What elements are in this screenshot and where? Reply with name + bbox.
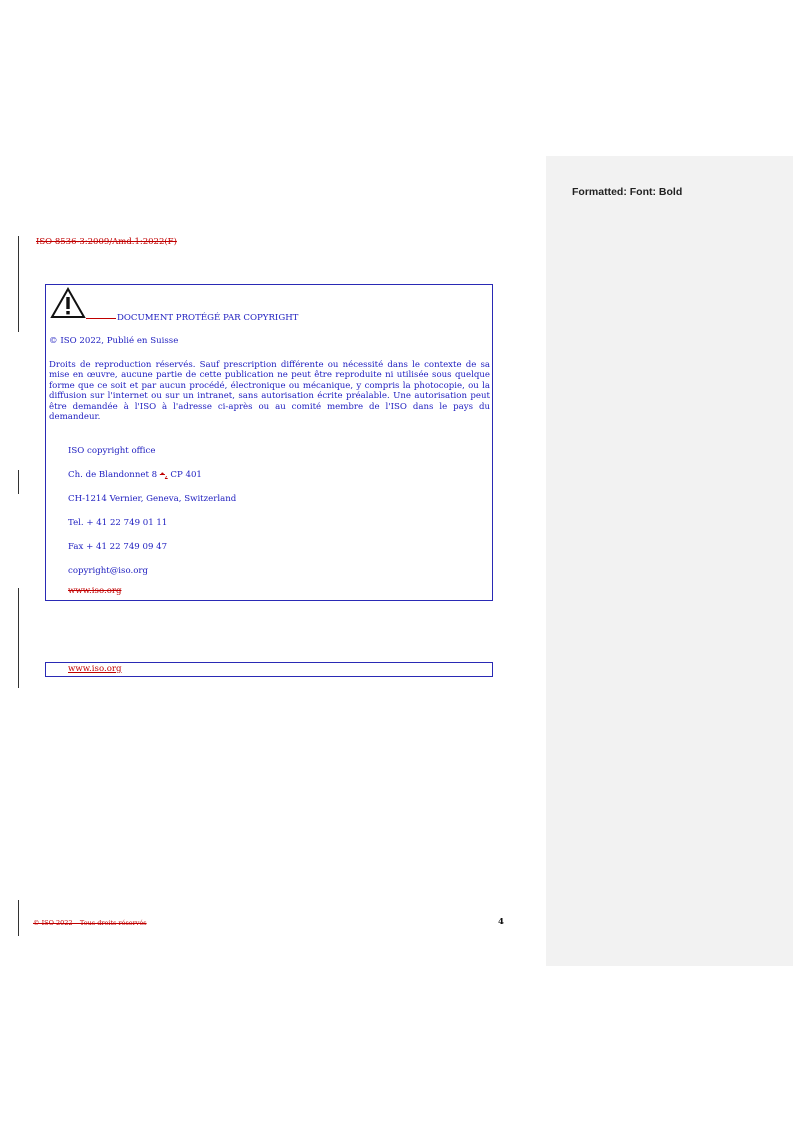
change-bar xyxy=(18,900,19,936)
change-bar xyxy=(18,236,19,332)
street-prefix: Ch. de Blandonnet 8 xyxy=(68,470,160,480)
inserted-separator: , xyxy=(164,470,168,480)
inserted-url-box xyxy=(45,662,493,677)
deleted-website-link[interactable]: www.iso.org xyxy=(68,586,122,596)
copyright-notice-box xyxy=(45,284,493,601)
document-id: ISO 8536-3:2009/Amd.1:2022(F) xyxy=(36,237,177,247)
comment-title: Formatted: Font: Bold xyxy=(572,186,683,198)
comment-pane xyxy=(546,156,793,966)
office-name: ISO copyright office xyxy=(68,446,156,456)
telephone-line: Tel. + 41 22 749 01 11 xyxy=(68,518,168,528)
street-suffix: CP 401 xyxy=(167,470,202,480)
warning-icon xyxy=(50,287,86,319)
footer-copyright: © ISO 2022 – Tous droits réservés xyxy=(33,919,147,927)
fax-line: Fax + 41 22 749 09 47 xyxy=(68,542,168,552)
change-bar xyxy=(18,588,19,688)
deleted-separator: • xyxy=(159,470,165,480)
city-line: CH-1214 Vernier, Geneva, Switzerland xyxy=(68,494,237,504)
website-link[interactable]: www.iso.org xyxy=(68,664,122,674)
change-bar xyxy=(18,470,19,494)
copyright-heading: DOCUMENT PROTÉGÉ PAR COPYRIGHT xyxy=(117,313,299,323)
email-line[interactable]: copyright@iso.org xyxy=(68,566,148,576)
street-address xyxy=(68,470,202,480)
publication-line: © ISO 2022, Publié en Suisse xyxy=(49,336,179,346)
warning-rule xyxy=(86,318,116,319)
rights-paragraph: Droits de reproduction réservés. Sauf prescription différente ou nécessité dans le contexte de sa mise en œuvre, aucune partie de cette publication ne peut être reproduite ni utilisée sous quelque forme que ce soit et par aucun procédé, électronique ou mécanique, y compris la photocopie, ou la diffusion sur l'internet ou sur un intranet, sans autorisation écrite préalable. Une autorisation peut être demandée à l'ISO à l'adresse ci-après ou au comité membre de l'ISO dans le pays du demandeur. xyxy=(49,360,490,423)
page-number: 4 xyxy=(498,917,504,927)
